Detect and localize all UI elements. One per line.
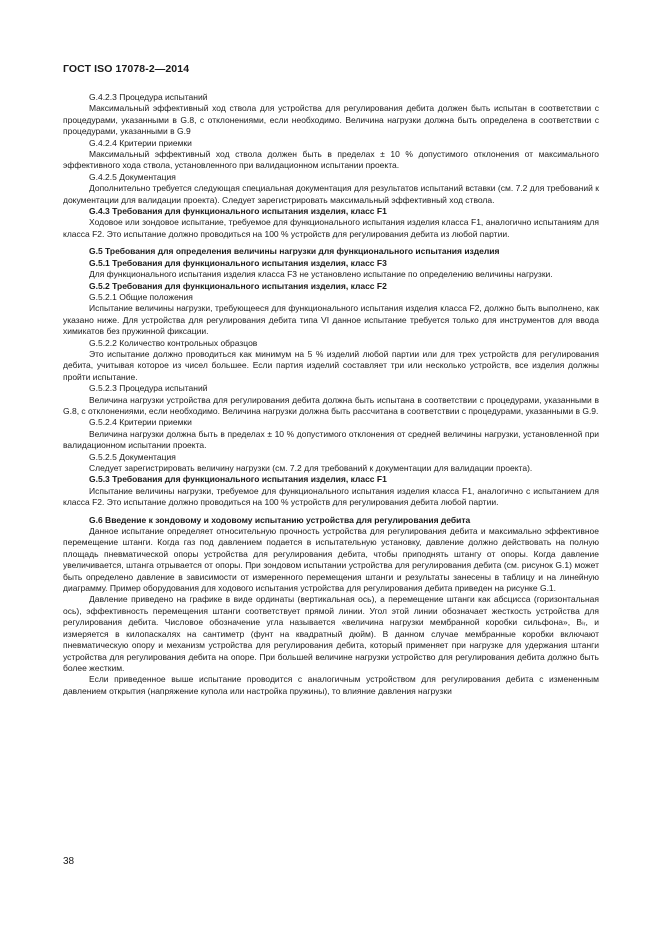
paragraph: Величина нагрузки должна быть в пределах ± 10 % допустимого отклонения от средней величины нагрузки, установленной при валидационном испытании проекта. [63,428,599,451]
paragraph: Максимальный эффективный ход ствола должен быть в пределах ± 10 % допустимого отклонения от максимального эффективного хода ствола, установленного при валидационном испытании проекта. [63,149,599,171]
document-header: ГОСТ ISO 17078-2—2014 [63,63,190,75]
paragraph: Это испытание должно проводиться как минимум на 5 % изделий любой партии или для трех устройств для регулирования дебита, учитывая которое из чисел большее. Если партия изделий составляет три или несколько устройств, все изделия должны пройти испытание. [63,348,599,382]
subsection-heading: G.5.2.4 Критерии приемки [89,417,192,428]
paragraph: Давление приведено на графике в виде ординаты (вертикальная ось), а перемещение штанги как абсцисса (горизонтальная ось), эффективность перемещения штанги соответствует прямой линии. Угол этой линии обозначает жесткость устройства для регулирования дебита. Числовое обозначение угла называется «величина нагрузки мембранной коробки сильфона», Bₗᵣ, и измеряется в килопаскалях на сантиметр (фунт на квадратный дюйм). В данном случае мембранные коробки включают пневматическую опору и механизм устройства для регулирования дебита, который применяет при нагрузке для удержания штанги устройства для регулирования дебита на опоре. При большей величине нагрузки устройство для регулирования дебита должно быть более жестким. [63,594,599,673]
section-heading: G.5.1 Требования для функционального испытания изделия, класс F3 [89,257,387,268]
subsection-heading: G.4.2.5 Документация [89,171,176,182]
section-heading: G.4.3 Требования для функционального испытания изделия, класс F1 [89,206,387,217]
page-number: 38 [63,856,75,867]
section-heading: G.5.3 Требования для функционального испытания изделия, класс F1 [89,474,387,485]
paragraph: Дополнительно требуется следующая специальная документация для результатов испытаний вставки (см. 7.2 для требований к документации для валидации проекта). Следует зарегистрировать максимальный эффективный ход ствола. [63,183,599,205]
paragraph: Следует зарегистрировать величину нагрузки (см. 7.2 для требований к документации для валидации проекта). [89,463,533,473]
paragraph: Ходовое или зондовое испытание, требуемое для функционального испытания изделия класса F1, аналогично испытаниям для класса F2. Это испытание должно проводиться на 100 % устройств для регулирования дебита из любой партии. [63,217,599,239]
section-heading: G.6 Введение к зондовому и ходовому испытанию устройства для регулирования дебита [89,514,471,525]
paragraph: Испытание величины нагрузки, требующееся для функционального испытания изделия класса F2, должно быть выполнено, как указано ниже. Для устройства для регулирования дебита типа VI данное испытание требуется только для инструментов для ввода химикатов без пружинной фиксации. [63,303,599,337]
paragraph: Данное испытание определяет относительную прочность устройства для регулирования дебита и максимально эффективное перемещение штанги. Когда газ под давлением подается в испытательную установку, давление должно действовать на полную площадь пневматической опоры устройства для регулирования дебита, чтобы приподнять штангу от опоры. Когда давление увеличивается, штанга отрывается от опоры. При зондовом испытании устройства для регулирования дебита (см. рисунок G.1) может быть определено давление в зависимости от измеренного перемещения штанги и результаты занесены в таблицу и на линейную диаграмму. Пример оборудования для ходового испытания устройства для регулирования дебита приведен на рисунке G.1. [63,526,599,594]
subsection-heading: G.4.2.3 Процедура испытаний [89,92,208,102]
subsection-heading: G.5.2.3 Процедура испытаний [89,383,208,394]
paragraph: Испытание величины нагрузки, требуемое для функционального испытания изделия класса F1, аналогично с испытанием для класса F2. Это испытание должно проводиться на 100 % устройств для регулирования дебита любой партии. [63,485,599,508]
paragraph: Величина нагрузки устройства для регулирования дебита должна быть испытана в соответствии с процедурами, указанными в G.8, с отклонениями, если необходимо. Величина нагрузки должна быть рассчитана в соответствии с процедурами, указанными в G.9. [63,394,599,416]
subsection-heading: G.5.2.5 Документация [89,451,176,462]
paragraph: Для функционального испытания изделия класса F3 не установлено испытание по определению величины нагрузки. [89,269,553,280]
paragraph: Максимальный эффективный ход ствола для устройства для регулирования дебита должен быть испытан в соответствии с процедурами, указанными в G.8, с отклонениями, если необходимо. Величина нагрузки должна быть определена в соответствии с процедурами, указанными в G.9 [63,103,599,137]
section-heading: G.5 Требования для определения величины нагрузки для функционального испытания изделия [89,246,500,257]
paragraph: Если приведенное выше испытание проводится с аналогичным устройством для регулирования дебита с измененным давлением открытия (напряжение купола или настройка пружины), то влияние давления нагрузки [63,674,599,696]
document-body [63,92,599,697]
subsection-heading: G.4.2.4 Критерии приемки [89,137,192,148]
subsection-heading: G.5.2.2 Количество контрольных образцов [89,337,258,348]
section-heading: G.5.2 Требования для функционального испытания изделия, класс F2 [89,280,387,291]
subsection-heading: G.5.2.1 Общие положения [89,291,193,302]
